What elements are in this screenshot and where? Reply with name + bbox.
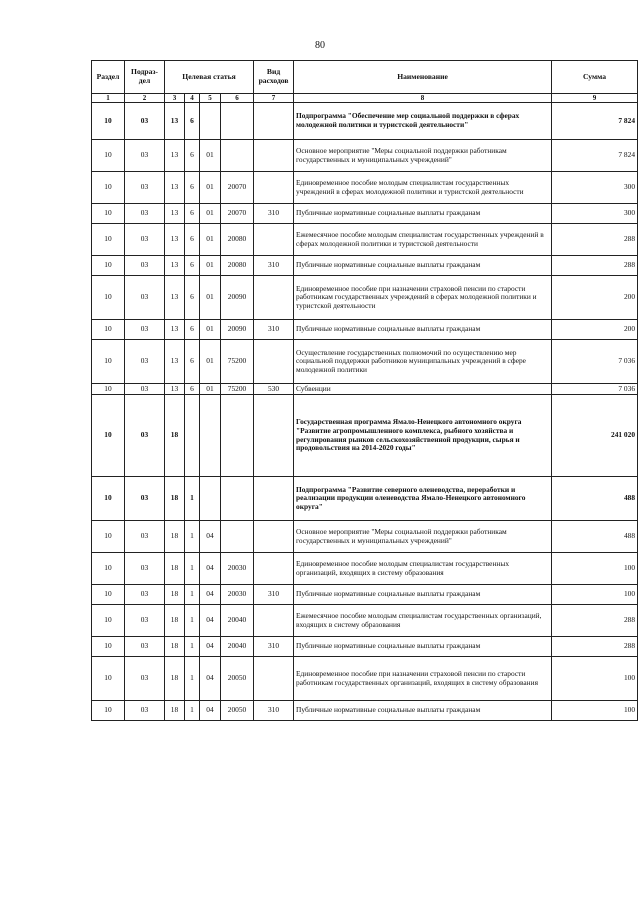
table-row bbox=[92, 395, 638, 477]
name-cell: Публичные нормативные социальные выплаты гражданам bbox=[294, 256, 552, 276]
event-code-cell: 01 bbox=[200, 256, 221, 276]
direction-code-cell: 20030 bbox=[221, 553, 254, 585]
table-row bbox=[92, 276, 638, 320]
razdel-cell: 10 bbox=[92, 553, 125, 585]
program-code-cell: 13 bbox=[165, 140, 185, 172]
podrazdel-cell: 03 bbox=[125, 657, 165, 701]
subprogram-code-cell: 1 bbox=[185, 605, 200, 637]
event-code-cell: 04 bbox=[200, 701, 221, 721]
expense-type-cell: 310 bbox=[254, 701, 294, 721]
podrazdel-cell: 03 bbox=[125, 103, 165, 140]
subprogram-code-cell: 6 bbox=[185, 204, 200, 224]
table-row bbox=[92, 340, 638, 384]
razdel-cell: 10 bbox=[92, 637, 125, 657]
sum-cell: 100 bbox=[552, 701, 638, 721]
name-cell: Публичные нормативные социальные выплаты гражданам bbox=[294, 320, 552, 340]
sum-cell: 288 bbox=[552, 637, 638, 657]
subprogram-code-cell: 6 bbox=[185, 320, 200, 340]
podrazdel-cell: 03 bbox=[125, 637, 165, 657]
expense-type-cell bbox=[254, 340, 294, 384]
event-code-cell: 04 bbox=[200, 553, 221, 585]
subprogram-code-cell: 6 bbox=[185, 103, 200, 140]
podrazdel-cell: 03 bbox=[125, 585, 165, 605]
sum-cell: 300 bbox=[552, 172, 638, 204]
sum-cell: 100 bbox=[552, 657, 638, 701]
expense-type-cell bbox=[254, 657, 294, 701]
subprogram-code-cell: 1 bbox=[185, 585, 200, 605]
sum-cell: 200 bbox=[552, 320, 638, 340]
table-row bbox=[92, 256, 638, 276]
direction-code-cell: 75200 bbox=[221, 340, 254, 384]
header-razdel: Раздел bbox=[92, 61, 125, 94]
podrazdel-cell: 03 bbox=[125, 701, 165, 721]
program-code-cell: 13 bbox=[165, 103, 185, 140]
col-number: 8 bbox=[294, 94, 552, 103]
podrazdel-cell: 03 bbox=[125, 521, 165, 553]
name-cell: Публичные нормативные социальные выплаты гражданам bbox=[294, 585, 552, 605]
razdel-cell: 10 bbox=[92, 340, 125, 384]
expense-type-cell bbox=[254, 224, 294, 256]
event-code-cell: 01 bbox=[200, 172, 221, 204]
sum-cell: 288 bbox=[552, 605, 638, 637]
direction-code-cell: 20040 bbox=[221, 605, 254, 637]
podrazdel-cell: 03 bbox=[125, 340, 165, 384]
table-row bbox=[92, 553, 638, 585]
event-code-cell: 01 bbox=[200, 204, 221, 224]
program-code-cell: 18 bbox=[165, 657, 185, 701]
sum-cell: 7 036 bbox=[552, 384, 638, 395]
name-cell: Ежемесячное пособие молодым специалистам государственных организаций, входящих в систему образования bbox=[294, 605, 552, 637]
name-cell: Субвенции bbox=[294, 384, 552, 395]
subprogram-code-cell: 1 bbox=[185, 637, 200, 657]
expense-type-cell: 530 bbox=[254, 384, 294, 395]
expense-type-cell: 310 bbox=[254, 204, 294, 224]
col-number: 9 bbox=[552, 94, 638, 103]
direction-code-cell bbox=[221, 140, 254, 172]
razdel-cell: 10 bbox=[92, 103, 125, 140]
podrazdel-cell: 03 bbox=[125, 320, 165, 340]
col-number: 5 bbox=[200, 94, 221, 103]
program-code-cell: 13 bbox=[165, 172, 185, 204]
subprogram-code-cell: 1 bbox=[185, 521, 200, 553]
direction-code-cell: 20070 bbox=[221, 172, 254, 204]
podrazdel-cell: 03 bbox=[125, 605, 165, 637]
razdel-cell: 10 bbox=[92, 172, 125, 204]
podrazdel-cell: 03 bbox=[125, 395, 165, 477]
name-cell: Единовременное пособие молодым специалистам государственных организаций, входящих в систему образования bbox=[294, 553, 552, 585]
direction-code-cell: 20070 bbox=[221, 204, 254, 224]
sum-cell: 488 bbox=[552, 477, 638, 521]
name-cell: Ежемесячное пособие молодым специалистам государственных учреждений в сферах молодежной политики и туристской деятельности bbox=[294, 224, 552, 256]
razdel-cell: 10 bbox=[92, 276, 125, 320]
direction-code-cell: 20080 bbox=[221, 256, 254, 276]
table-row bbox=[92, 204, 638, 224]
name-cell: Осуществление государственных полномочий по осуществлению мер социальной поддержки работников муниципальных учреждений в сфере молодежной политики bbox=[294, 340, 552, 384]
subprogram-code-cell: 1 bbox=[185, 701, 200, 721]
program-code-cell: 18 bbox=[165, 701, 185, 721]
sum-cell: 200 bbox=[552, 276, 638, 320]
expense-type-cell bbox=[254, 103, 294, 140]
header-summa: Сумма bbox=[552, 61, 638, 94]
event-code-cell: 01 bbox=[200, 276, 221, 320]
razdel-cell: 10 bbox=[92, 384, 125, 395]
expense-type-cell bbox=[254, 477, 294, 521]
table-row bbox=[92, 657, 638, 701]
program-code-cell: 18 bbox=[165, 553, 185, 585]
podrazdel-cell: 03 bbox=[125, 224, 165, 256]
direction-code-cell: 20050 bbox=[221, 657, 254, 701]
expense-type-cell: 310 bbox=[254, 320, 294, 340]
program-code-cell: 18 bbox=[165, 477, 185, 521]
name-cell: Единовременное пособие молодым специалистам государственных учреждений в сферах молодежной политики и туристской деятельности bbox=[294, 172, 552, 204]
column-numbers-row bbox=[92, 94, 638, 103]
event-code-cell bbox=[200, 477, 221, 521]
event-code-cell: 01 bbox=[200, 384, 221, 395]
table-row bbox=[92, 320, 638, 340]
name-cell: Публичные нормативные социальные выплаты гражданам bbox=[294, 204, 552, 224]
table-row bbox=[92, 701, 638, 721]
subprogram-code-cell: 6 bbox=[185, 340, 200, 384]
program-code-cell: 13 bbox=[165, 224, 185, 256]
subprogram-code-cell: 6 bbox=[185, 140, 200, 172]
razdel-cell: 10 bbox=[92, 224, 125, 256]
expense-type-cell bbox=[254, 172, 294, 204]
table-row bbox=[92, 585, 638, 605]
table-row bbox=[92, 521, 638, 553]
table-row bbox=[92, 605, 638, 637]
table-row bbox=[92, 140, 638, 172]
expense-type-cell bbox=[254, 521, 294, 553]
razdel-cell: 10 bbox=[92, 701, 125, 721]
direction-code-cell bbox=[221, 521, 254, 553]
table-row bbox=[92, 384, 638, 395]
razdel-cell: 10 bbox=[92, 657, 125, 701]
name-cell: Подпрограмма "Развитие северного оленеводства, переработки и реализации продукции оленеводства Ямало-Ненецкого автономного округа" bbox=[294, 477, 552, 521]
podrazdel-cell: 03 bbox=[125, 477, 165, 521]
event-code-cell: 04 bbox=[200, 585, 221, 605]
podrazdel-cell: 03 bbox=[125, 553, 165, 585]
table-row bbox=[92, 172, 638, 204]
table-row bbox=[92, 477, 638, 521]
table-body bbox=[92, 103, 638, 721]
name-cell: Единовременное пособие при назначении страховой пенсии по старости работникам государственных организаций, входящих в систему образования bbox=[294, 657, 552, 701]
name-cell: Единовременное пособие при назначении страховой пенсии по старости работникам государственных учреждений в сферах молодежной политики и туристской деятельности bbox=[294, 276, 552, 320]
col-number: 4 bbox=[185, 94, 200, 103]
direction-code-cell bbox=[221, 103, 254, 140]
razdel-cell: 10 bbox=[92, 140, 125, 172]
event-code-cell: 04 bbox=[200, 637, 221, 657]
direction-code-cell: 20030 bbox=[221, 585, 254, 605]
header-naimenovanie: Наименование bbox=[294, 61, 552, 94]
table-row bbox=[92, 637, 638, 657]
expense-type-cell: 310 bbox=[254, 637, 294, 657]
subprogram-code-cell: 6 bbox=[185, 224, 200, 256]
header-celevaya-statya: Целевая статья bbox=[165, 61, 254, 94]
razdel-cell: 10 bbox=[92, 204, 125, 224]
table-row bbox=[92, 103, 638, 140]
program-code-cell: 18 bbox=[165, 605, 185, 637]
subprogram-code-cell: 1 bbox=[185, 553, 200, 585]
event-code-cell: 01 bbox=[200, 224, 221, 256]
podrazdel-cell: 03 bbox=[125, 276, 165, 320]
event-code-cell: 01 bbox=[200, 140, 221, 172]
col-number: 7 bbox=[254, 94, 294, 103]
event-code-cell bbox=[200, 395, 221, 477]
expense-type-cell bbox=[254, 276, 294, 320]
razdel-cell: 10 bbox=[92, 605, 125, 637]
program-code-cell: 13 bbox=[165, 276, 185, 320]
event-code-cell: 04 bbox=[200, 657, 221, 701]
expense-type-cell: 310 bbox=[254, 256, 294, 276]
program-code-cell: 13 bbox=[165, 340, 185, 384]
direction-code-cell: 75200 bbox=[221, 384, 254, 395]
subprogram-code-cell: 6 bbox=[185, 172, 200, 204]
razdel-cell: 10 bbox=[92, 395, 125, 477]
sum-cell: 100 bbox=[552, 553, 638, 585]
sum-cell: 288 bbox=[552, 256, 638, 276]
event-code-cell: 04 bbox=[200, 521, 221, 553]
subprogram-code-cell: 6 bbox=[185, 276, 200, 320]
sum-cell: 288 bbox=[552, 224, 638, 256]
program-code-cell: 18 bbox=[165, 395, 185, 477]
razdel-cell: 10 bbox=[92, 477, 125, 521]
table-header-row bbox=[92, 61, 638, 94]
event-code-cell bbox=[200, 103, 221, 140]
sum-cell: 7 036 bbox=[552, 340, 638, 384]
budget-table bbox=[91, 60, 638, 721]
program-code-cell: 18 bbox=[165, 521, 185, 553]
direction-code-cell: 20050 bbox=[221, 701, 254, 721]
direction-code-cell: 20080 bbox=[221, 224, 254, 256]
sum-cell: 100 bbox=[552, 585, 638, 605]
subprogram-code-cell: 6 bbox=[185, 384, 200, 395]
razdel-cell: 10 bbox=[92, 320, 125, 340]
direction-code-cell: 20090 bbox=[221, 320, 254, 340]
program-code-cell: 13 bbox=[165, 204, 185, 224]
sum-cell: 7 824 bbox=[552, 103, 638, 140]
razdel-cell: 10 bbox=[92, 256, 125, 276]
podrazdel-cell: 03 bbox=[125, 140, 165, 172]
razdel-cell: 10 bbox=[92, 585, 125, 605]
subprogram-code-cell bbox=[185, 395, 200, 477]
name-cell: Подпрограмма "Обеспечение мер социальной поддержки в сферах молодежной политики и туристской деятельности" bbox=[294, 103, 552, 140]
podrazdel-cell: 03 bbox=[125, 256, 165, 276]
name-cell: Публичные нормативные социальные выплаты гражданам bbox=[294, 637, 552, 657]
name-cell: Государственная программа Ямало-Ненецкого автономного округа "Развитие агропромышленного комплекса, рыбного хозяйства и регулирования рынков сельскохозяйственной продукции, сырья и продовольствия на 2014-2020 годы" bbox=[294, 395, 552, 477]
expense-type-cell: 310 bbox=[254, 585, 294, 605]
name-cell: Основное мероприятие "Меры социальной поддержки работникам государственных и муниципальных учреждений" bbox=[294, 521, 552, 553]
event-code-cell: 04 bbox=[200, 605, 221, 637]
direction-code-cell bbox=[221, 477, 254, 521]
header-podrazdel: Подраз-дел bbox=[125, 61, 165, 94]
expense-type-cell bbox=[254, 553, 294, 585]
razdel-cell: 10 bbox=[92, 521, 125, 553]
direction-code-cell bbox=[221, 395, 254, 477]
name-cell: Публичные нормативные социальные выплаты гражданам bbox=[294, 701, 552, 721]
program-code-cell: 13 bbox=[165, 256, 185, 276]
program-code-cell: 18 bbox=[165, 637, 185, 657]
sum-cell: 300 bbox=[552, 204, 638, 224]
subprogram-code-cell: 1 bbox=[185, 477, 200, 521]
col-number: 3 bbox=[165, 94, 185, 103]
sum-cell: 488 bbox=[552, 521, 638, 553]
subprogram-code-cell: 1 bbox=[185, 657, 200, 701]
sum-cell: 7 824 bbox=[552, 140, 638, 172]
page-number: 80 bbox=[315, 40, 325, 51]
col-number: 1 bbox=[92, 94, 125, 103]
direction-code-cell: 20090 bbox=[221, 276, 254, 320]
col-number: 6 bbox=[221, 94, 254, 103]
col-number: 2 bbox=[125, 94, 165, 103]
podrazdel-cell: 03 bbox=[125, 172, 165, 204]
sum-cell: 241 020 bbox=[552, 395, 638, 477]
direction-code-cell: 20040 bbox=[221, 637, 254, 657]
expense-type-cell bbox=[254, 395, 294, 477]
podrazdel-cell: 03 bbox=[125, 384, 165, 395]
table-row bbox=[92, 224, 638, 256]
event-code-cell: 01 bbox=[200, 320, 221, 340]
podrazdel-cell: 03 bbox=[125, 204, 165, 224]
program-code-cell: 18 bbox=[165, 585, 185, 605]
expense-type-cell bbox=[254, 140, 294, 172]
header-vid-rashodov: Вид расходов bbox=[254, 61, 294, 94]
expense-type-cell bbox=[254, 605, 294, 637]
event-code-cell: 01 bbox=[200, 340, 221, 384]
subprogram-code-cell: 6 bbox=[185, 256, 200, 276]
name-cell: Основное мероприятие "Меры социальной поддержки работникам государственных и муниципальных учреждений" bbox=[294, 140, 552, 172]
program-code-cell: 13 bbox=[165, 384, 185, 395]
program-code-cell: 13 bbox=[165, 320, 185, 340]
